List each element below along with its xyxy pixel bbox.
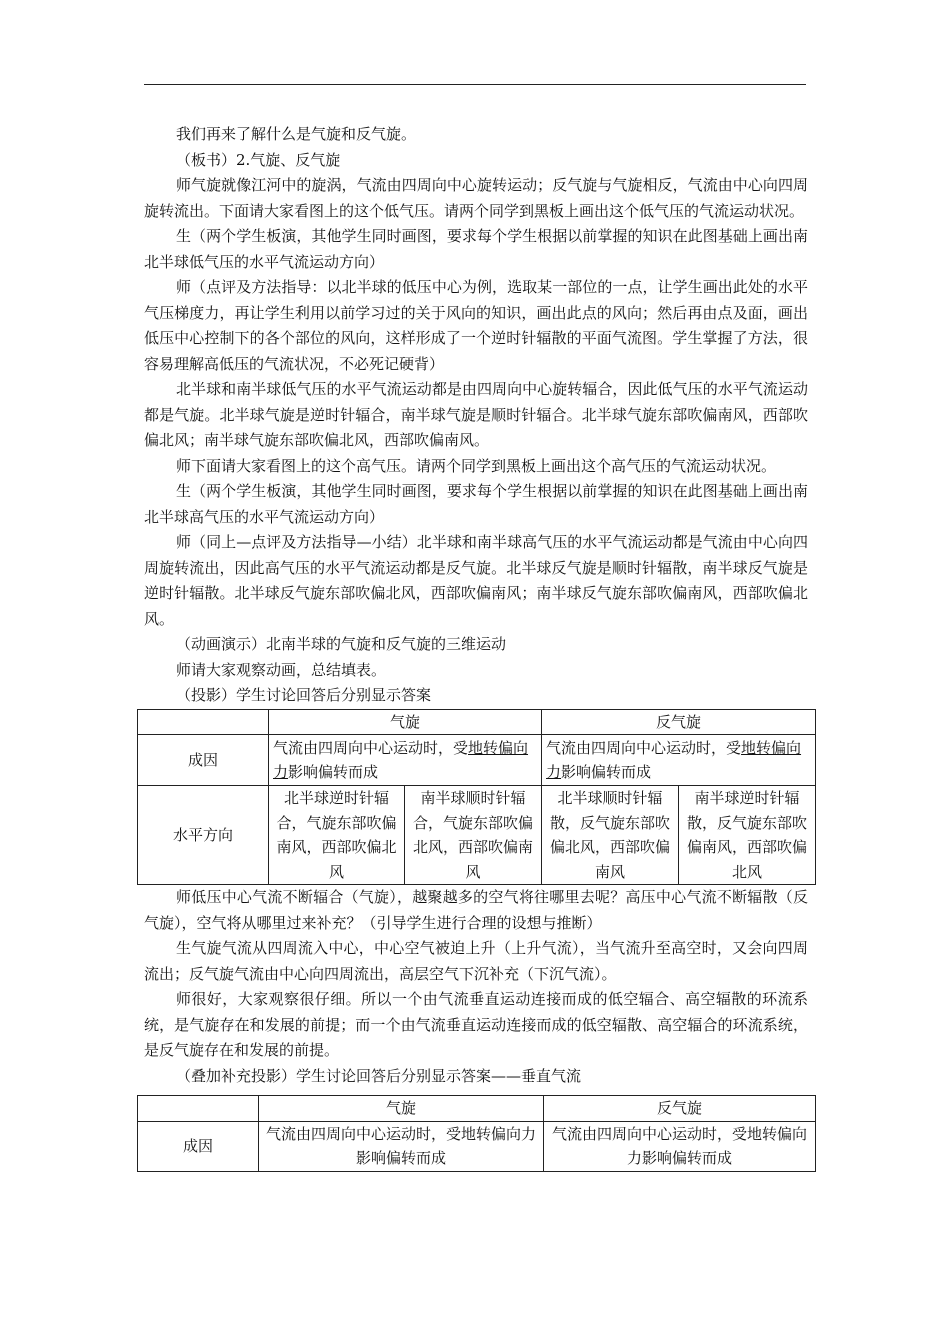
header-cyclone: 气旋 bbox=[269, 709, 542, 735]
paragraph: 生气旋气流从四周流入中心，中心空气被迫上升（上升气流），当气流升至高空时，又会向四周流出；反气旋气流由中心向四周流出，高层空气下沉补充（下沉气流）。 bbox=[144, 939, 808, 983]
header-rule bbox=[144, 84, 806, 85]
paragraph: 师气旋就像江河中的旋涡，气流由四周向中心旋转运动；反气旋与气旋相反，气流由中心向四周旋转流出。下面请大家看图上的这个低气压。请两个同学到黑板上画出这个低气压的气流运动状况。 bbox=[144, 176, 808, 220]
cell-north-anticyclone: 北半球顺时针辐散，反气旋东部吹偏北风，西部吹偏南风 bbox=[542, 786, 679, 885]
underlined-term: 地转偏向力 bbox=[546, 738, 802, 781]
header-anticyclone: 反气旋 bbox=[542, 709, 816, 735]
underlined-term: 地转偏向力 bbox=[273, 738, 529, 781]
paragraph: 师下面请大家看图上的这个高气压。请两个同学到黑板上画出这个高气压的气流运动状况。 bbox=[176, 456, 777, 475]
cell-cause-anticyclone: 气流由四周向中心运动时，受地转偏向力影响偏转而成 bbox=[544, 1121, 816, 1171]
header-cyclone: 气旋 bbox=[259, 1096, 544, 1122]
horizontal-flow-table bbox=[137, 709, 816, 886]
cell-cause-anticyclone bbox=[542, 735, 816, 786]
cause-text: 影响偏转而成 bbox=[561, 763, 652, 781]
document-body bbox=[144, 122, 808, 1172]
cell-south-anticyclone: 南半球逆时针辐散，反气旋东部吹偏南风，西部吹偏北风 bbox=[679, 786, 816, 885]
paragraph: （动画演示）北南半球的气旋和反气旋的三维运动 bbox=[176, 635, 507, 653]
header-anticyclone: 反气旋 bbox=[544, 1096, 816, 1122]
paragraph: 北半球和南半球低气压的水平气流运动都是由四周向中心旋转辐合，因此低气压的水平气流运动都是气旋。北半球气旋是逆时针辐合，南半球气旋是顺时针辐合。北半球气旋东部吹偏南风，西部吹偏北风；南半球气旋东部吹偏北风，西部吹偏南风。 bbox=[144, 380, 808, 449]
paragraph: 生（两个学生板演，其他学生同时画图，要求每个学生根据以前掌握的知识在此图基础上画出南北半球高气压的水平气流运动方向） bbox=[144, 482, 808, 526]
cause-text: 影响偏转而成 bbox=[288, 763, 379, 781]
table-corner-cell bbox=[138, 709, 269, 735]
cause-text: 气流由四周向中心运动时，受 bbox=[273, 738, 469, 757]
cell-south-cyclone: 南半球顺时针辐合，气旋东部吹偏北风，西部吹偏南风 bbox=[405, 786, 542, 885]
row-label-cause: 成因 bbox=[138, 735, 269, 786]
table-corner-cell bbox=[138, 1096, 259, 1122]
row-label-horizontal: 水平方向 bbox=[138, 786, 269, 885]
cell-north-cyclone: 北半球逆时针辐合，气旋东部吹偏南风，西部吹偏北风 bbox=[269, 786, 405, 885]
paragraph: 师（点评及方法指导：以北半球的低压中心为例，选取某一部位的一点，让学生画出此处的水平气压梯度力，再让学生利用以前学习过的关于风向的知识，画出此点的风向；然后再由点及面，画出低压中心控制下的各个部位的风向，这样形成了一个逆时针辐散的平面气流图。学生掌握了方法，很容易理解高低压的气流状况，不必死记硬背） bbox=[144, 278, 808, 373]
paragraph: 师（同上—点评及方法指导—小结）北半球和南半球高气压的水平气流运动都是气流由中心向四周旋转流出，因此高气压的水平气流运动都是反气旋。北半球反气旋是顺时针辐散，南半球反气旋是逆时针辐散。北半球反气旋东部吹偏北风，西部吹偏南风；南半球反气旋东部吹偏南风，西部吹偏北风。 bbox=[144, 533, 808, 628]
row-label-cause: 成因 bbox=[138, 1121, 259, 1171]
paragraph: （叠加补充投影）学生讨论回答后分别显示答案——垂直气流 bbox=[176, 1066, 582, 1085]
vertical-flow-table bbox=[137, 1095, 816, 1172]
paragraph: 我们再来了解什么是气旋和反气旋。 bbox=[176, 125, 417, 143]
paragraph: 师低压中心气流不断辐合（气旋），越聚越多的空气将往哪里去呢？高压中心气流不断辐散（反气旋），空气将从哪里过来补充？（引导学生进行合理的设想与推断） bbox=[144, 888, 808, 932]
paragraph: 师请大家观察动画，总结填表。 bbox=[176, 660, 387, 679]
cause-text: 气流由四周向中心运动时，受 bbox=[546, 738, 742, 757]
paragraph: （板书）2.气旋、反气旋 bbox=[176, 150, 341, 169]
cell-cause-cyclone bbox=[269, 735, 542, 786]
cell-cause-cyclone: 气流由四周向中心运动时，受地转偏向力影响偏转而成 bbox=[259, 1121, 544, 1171]
paragraph: （投影）学生讨论回答后分别显示答案 bbox=[176, 686, 432, 704]
paragraph: 师很好，大家观察很仔细。所以一个由气流垂直运动连接而成的低空辐合、高空辐散的环流系统，是气旋存在和发展的前提；而一个由气流垂直运动连接而成的低空辐散、高空辐合的环流系统，是反气旋存在和发展的前提。 bbox=[144, 990, 808, 1059]
paragraph: 生（两个学生板演，其他学生同时画图，要求每个学生根据以前掌握的知识在此图基础上画出南北半球低气压的水平气流运动方向） bbox=[144, 227, 808, 271]
